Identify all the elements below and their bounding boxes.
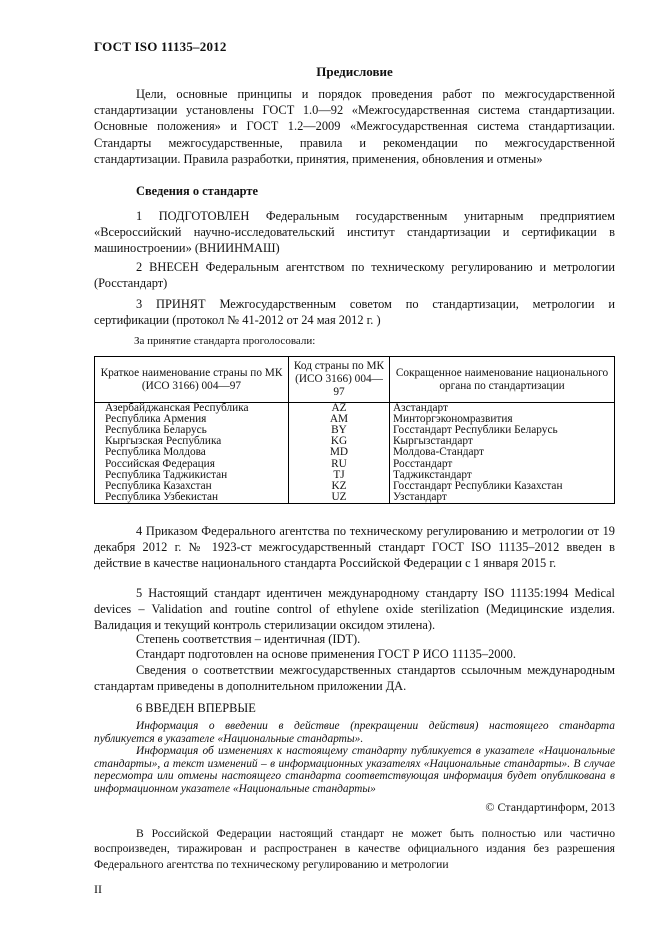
prepared-basis: Стандарт подготовлен на основе применения ГОСТ Р ИСО 11135–2000. bbox=[136, 647, 516, 661]
body-cell: Госстандарт Республики Беларусь bbox=[390, 425, 615, 436]
body-cell: Азстандарт bbox=[390, 402, 615, 414]
country-cell: Российская Федерация bbox=[95, 459, 289, 470]
table-header-body: Сокращенное наименование национального органа по стандартизации bbox=[390, 357, 615, 403]
table-header-code: Код страны по МК (ИСО 3166) 004—97 bbox=[289, 357, 390, 403]
country-cell: Республика Армения bbox=[95, 414, 289, 425]
vote-label: За принятие стандарта проголосовали: bbox=[134, 335, 316, 347]
item-4: 4 Приказом Федерального агентства по техническому регулированию и метрологии от 19 декабря 2012 г. № 1923-ст межгосударственный стандарт ГОСТ ISO 11135–2012 введен в действие в качестве национального стандарта Российской Федерации с 1 января 2015 г. bbox=[94, 524, 615, 571]
code-cell: MD bbox=[289, 447, 390, 458]
body-cell: Росстандарт bbox=[390, 459, 615, 470]
page-title: Предисловие bbox=[316, 64, 393, 79]
body-cell: Молдова-Стандарт bbox=[390, 447, 615, 458]
country-cell: Азербайджанская Республика bbox=[95, 402, 289, 414]
reference-info: Сведения о соответствии межгосударственных стандартов ссылочным международным стандартам приведены в дополнительном приложении ДА. bbox=[94, 663, 615, 694]
item-2: 2 ВНЕСЕН Федеральным агентством по техническому регулированию и метрологии (Росстандарт) bbox=[94, 260, 615, 291]
country-cell: Республика Молдова bbox=[95, 447, 289, 458]
code-cell: UZ bbox=[289, 492, 390, 504]
code-cell: AZ bbox=[289, 402, 390, 414]
table-header-country: Краткое наименование страны по МК (ИСО 3166) 004—97 bbox=[95, 357, 289, 403]
country-cell: Республика Таджикистан bbox=[95, 470, 289, 481]
item-6: 6 ВВЕДЕН ВПЕРВЫЕ bbox=[136, 701, 256, 715]
body-cell: Кыргызстандарт bbox=[390, 436, 615, 447]
code-cell: KG bbox=[289, 436, 390, 447]
item-5: 5 Настоящий стандарт идентичен международному стандарту ISO 11135:1994 Medical devices – Validation and routine control of ethylene oxide sterilization (Медицинские изделия. Валидация и текущий контроль стерилизации оксидом этилена). bbox=[94, 586, 615, 633]
item-3: 3 ПРИНЯТ Межгосударственным советом по стандартизации, метрологии и сертификации (протокол № 41-2012 от 24 мая 2012 г. ) bbox=[94, 297, 615, 328]
code-cell: AM bbox=[289, 414, 390, 425]
page-number: II bbox=[94, 882, 102, 896]
body-cell: Узстандарт bbox=[390, 492, 615, 504]
country-cell: Республика Беларусь bbox=[95, 425, 289, 436]
code-cell: KZ bbox=[289, 481, 390, 492]
body-cell: Госстандарт Республики Казахстан bbox=[390, 481, 615, 492]
code-cell: RU bbox=[289, 459, 390, 470]
body-cell: Минторгэкономразвития bbox=[390, 414, 615, 425]
code-cell: TJ bbox=[289, 470, 390, 481]
info-changes: Информация об изменениях к настоящему стандарту публикуется в указателе «Национальные стандарты», а текст изменений – в информационных указателях «Национальные стандарты». В случае пересмотра или отмены настоящего стандарта соответствующая информация будет опубликована в информационном указателе «Национальные стандарты» bbox=[94, 745, 615, 795]
country-cell: Республика Казахстан bbox=[95, 481, 289, 492]
document-header: ГОСТ ISO 11135–2012 bbox=[94, 39, 227, 54]
country-cell: Кыргызская Республика bbox=[95, 436, 289, 447]
copyright: © Стандартинформ, 2013 bbox=[485, 800, 615, 814]
country-cell: Республика Узбекистан bbox=[95, 492, 289, 504]
reproduction-notice: В Российской Федерации настоящий стандарт не может быть полностью или частично воспроизведен, тиражирован и распространен в качестве официального издания без разрешения Федерального агентства по техническому регулированию и метрологии bbox=[94, 827, 615, 871]
intro-paragraph: Цели, основные принципы и порядок проведения работ по межгосударственной стандартизации установлены ГОСТ 1.0—92 «Межгосударственная система стандартизации. Основные положения» и ГОСТ 1.2—2009 «Межгосударственная система стандартизации. Стандарты межгосударственные, правила и рекомендации по межгосударственной стандартизации. Правила разработки, принятия, применения, обновления и отмены» bbox=[94, 87, 615, 166]
info-introduction: Информация о введении в действие (прекращении действия) настоящего стандарта публикуется в указателе «Национальные стандарты». bbox=[94, 720, 615, 745]
countries-table bbox=[94, 356, 615, 504]
code-cell: BY bbox=[289, 425, 390, 436]
section-title: Сведения о стандарте bbox=[136, 184, 258, 198]
table-row bbox=[95, 447, 615, 458]
body-cell: Таджикстандарт bbox=[390, 470, 615, 481]
item-1: 1 ПОДГОТОВЛЕН Федеральным государственным унитарным предприятием «Всероссийский научно-исследовательский институт стандартизации и сертификации в машиностроении» (ВНИИНМАШ) bbox=[94, 209, 615, 256]
degree-of-conformity: Степень соответствия – идентичная (IDT). bbox=[136, 632, 361, 646]
table-row bbox=[95, 492, 615, 504]
